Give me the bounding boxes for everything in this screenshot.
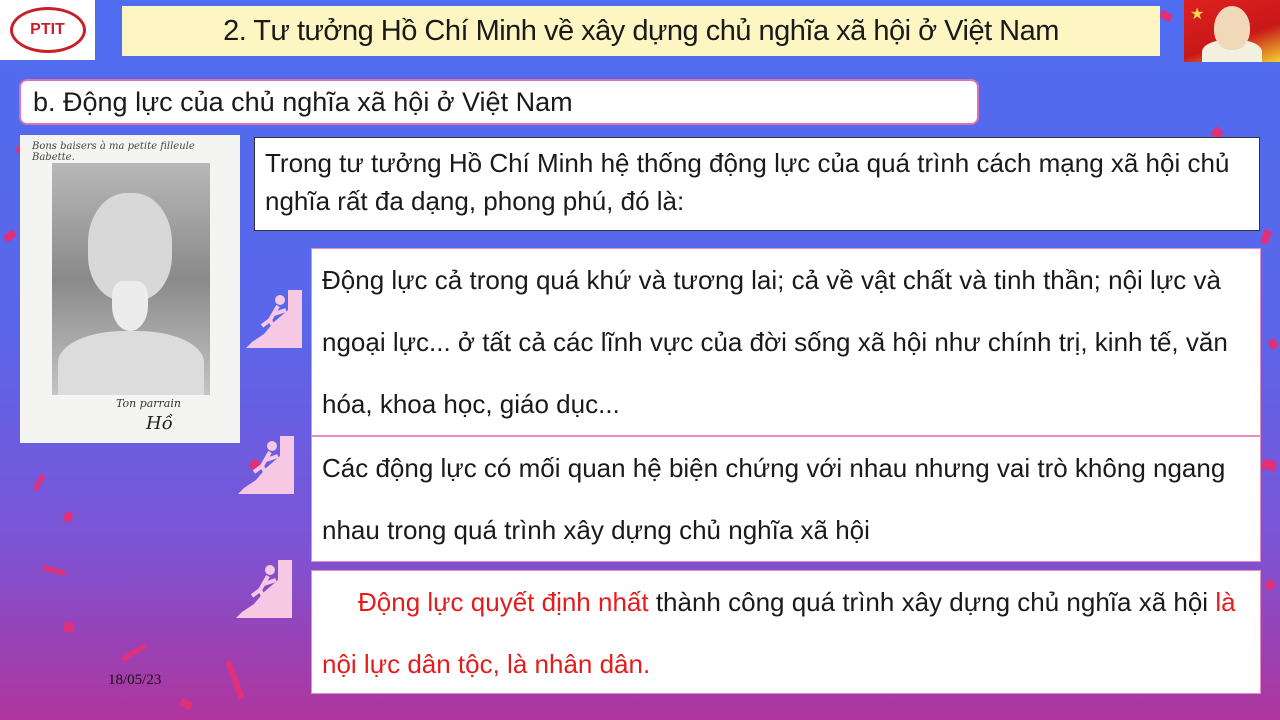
photo-inscription-top: Bons baisers à ma petite filleule Babette. — [32, 141, 195, 163]
section-subtitle: b. Động lực của chủ nghĩa xã hội ở Việt Nam — [19, 79, 979, 125]
star-icon: ★ — [1190, 6, 1205, 23]
slide-date: 18/05/23 — [108, 672, 162, 688]
page-title: 2. Tư tưởng Hồ Chí Minh về xây dựng chủ nghĩa xã hội ở Việt Nam — [122, 6, 1160, 56]
intro-text-box — [254, 137, 1260, 231]
point-2-text: Các động lực có mối quan hệ biện chứng với nhau nhưng vai trò không ngang nhau trong quá trình xây dựng chủ nghĩa xã hội — [322, 453, 1226, 545]
portrait-photo — [20, 135, 240, 443]
point-3-highlight-2: là nội lực dân tộc, là nhân dân. — [322, 587, 1236, 679]
photo-signature: Hồ — [146, 413, 173, 434]
point-box-3 — [311, 570, 1261, 694]
point-box-1 — [311, 248, 1261, 436]
portrait-thumbnail — [1184, 0, 1280, 62]
point-3-highlight-1: Động lực quyết định nhất — [358, 587, 649, 617]
ptit-logo — [0, 0, 95, 60]
climber-icon — [236, 428, 296, 498]
point-3-text: thành công quá trình xây dựng chủ nghĩa xã hội — [648, 587, 1216, 617]
intro-text: Trong tư tưởng Hồ Chí Minh hệ thống động lực của quá trình cách mạng xã hội chủ nghĩa rất đa dạng, phong phú, đó là: — [265, 148, 1230, 216]
point-box-2 — [311, 436, 1261, 562]
climber-icon — [244, 282, 304, 352]
photo-inscription-bottom: Ton parrain — [116, 397, 181, 410]
point-1-text: Động lực cả trong quá khứ và tương lai; cả về vật chất và tinh thần; nội lực và ngoại lực... ở tất cả các lĩnh vực của đời sống xã hội như chính trị, kinh tế, văn hóa, khoa học, giáo dục... — [322, 265, 1228, 419]
logo-text: PTIT — [10, 7, 86, 53]
climber-icon — [234, 552, 294, 622]
